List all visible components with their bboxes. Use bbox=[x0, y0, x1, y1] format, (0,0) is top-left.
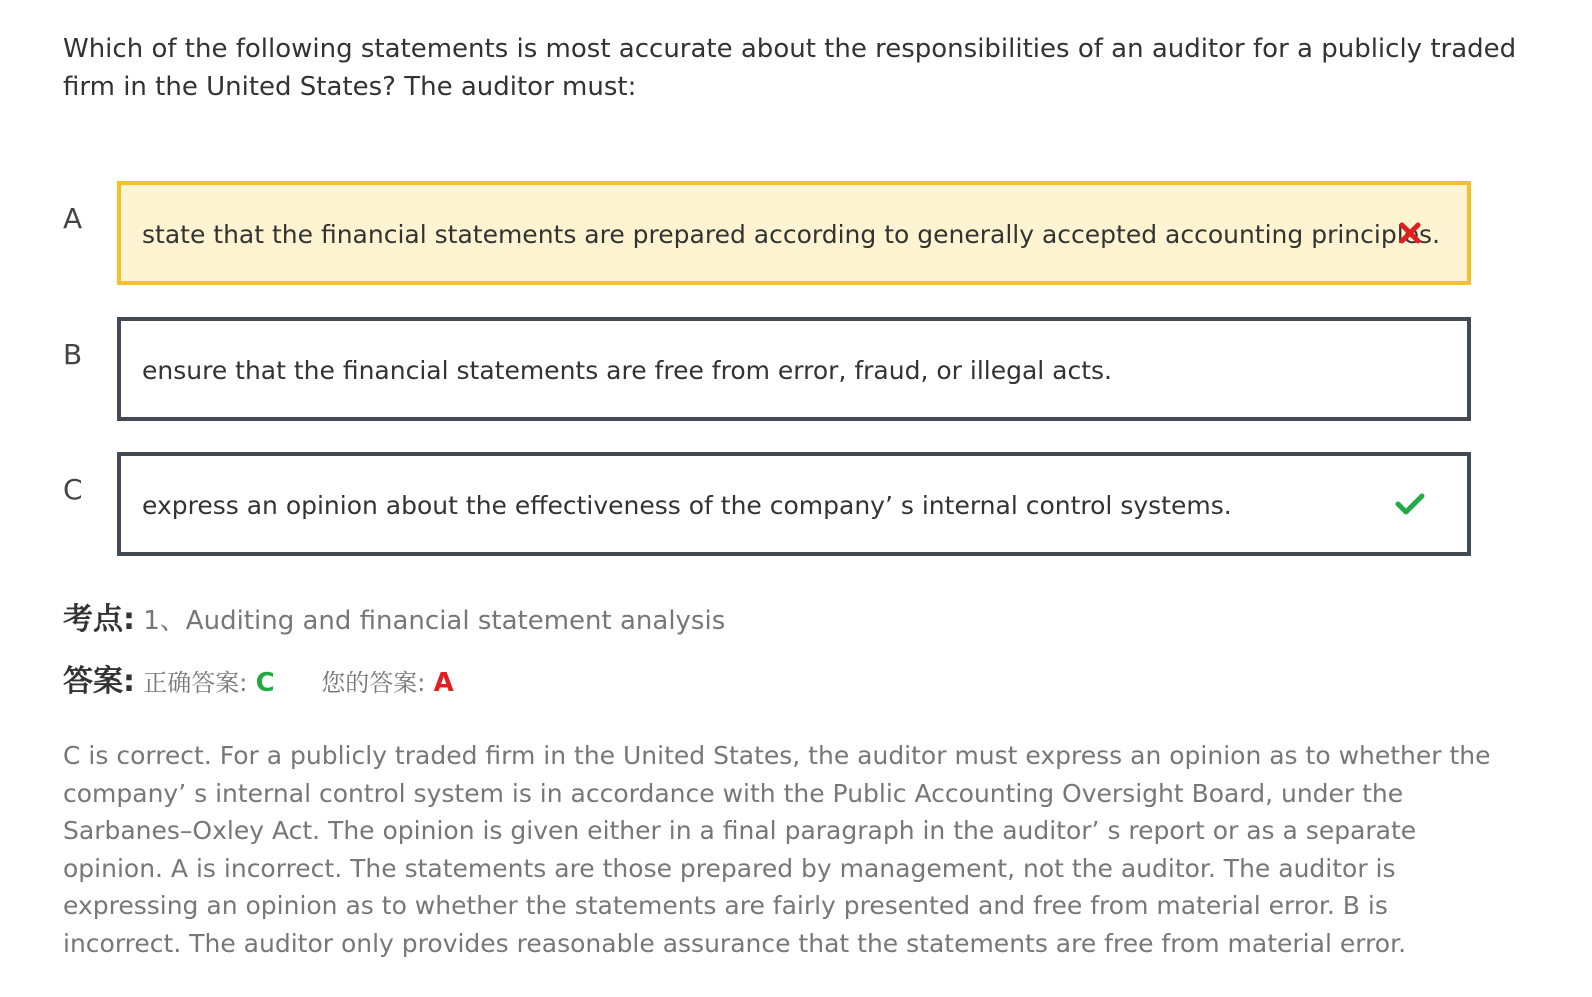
option-box-b[interactable] bbox=[117, 317, 1471, 421]
option-letter: B bbox=[63, 338, 83, 371]
your-answer-label: 您的答案: bbox=[321, 669, 426, 697]
option-text: state that the financial statements are prepared according to generally accepted accounting principles. bbox=[142, 220, 1441, 249]
your-answer-value: A bbox=[433, 668, 454, 698]
correct-answer-value: C bbox=[255, 668, 275, 698]
cross-icon bbox=[1393, 215, 1427, 251]
explanation-text: C is correct. For a publicly traded firm in the United States, the auditor must express an opinion as to whether the company’ s internal control system is in accordance with the Public Accounting Oversight Board, under the Sarbanes–Oxley Act. The opinion is given either in a final paragraph in the auditor’ s report or as a separate opinion. A is incorrect. The statements are those prepared by management, not the auditor. The auditor is expressing an opinion as to whether the statements are fairly presented and free from material error. B is incorrect. The auditor only provides reasonable assurance that the statements are free from material error. bbox=[63, 741, 1491, 958]
check-icon bbox=[1393, 486, 1427, 522]
correct-answer-label: 正确答案: bbox=[143, 669, 248, 697]
option-letter: A bbox=[63, 202, 83, 235]
answer-label: 答案: bbox=[63, 664, 135, 699]
question-text: Which of the following statements is most accurate about the responsibilities of an auditor for a publicly traded firm in the United States? The auditor must: bbox=[63, 34, 1517, 102]
option-letter: C bbox=[63, 473, 83, 506]
option-a[interactable] bbox=[63, 181, 1513, 285]
option-box-c[interactable] bbox=[117, 452, 1471, 556]
topic-label: 考点: bbox=[63, 602, 135, 637]
topic-value: 1、Auditing and financial statement analysis bbox=[143, 606, 726, 636]
answer-line bbox=[63, 662, 454, 703]
option-text: express an opinion about the effectiveness of the company’ s internal control systems. bbox=[142, 491, 1232, 520]
option-text: ensure that the financial statements are free from error, fraud, or illegal acts. bbox=[142, 356, 1113, 385]
option-b[interactable] bbox=[63, 317, 1513, 421]
topic-line bbox=[63, 600, 725, 641]
option-box-a[interactable] bbox=[117, 181, 1471, 285]
option-c[interactable] bbox=[63, 452, 1513, 556]
